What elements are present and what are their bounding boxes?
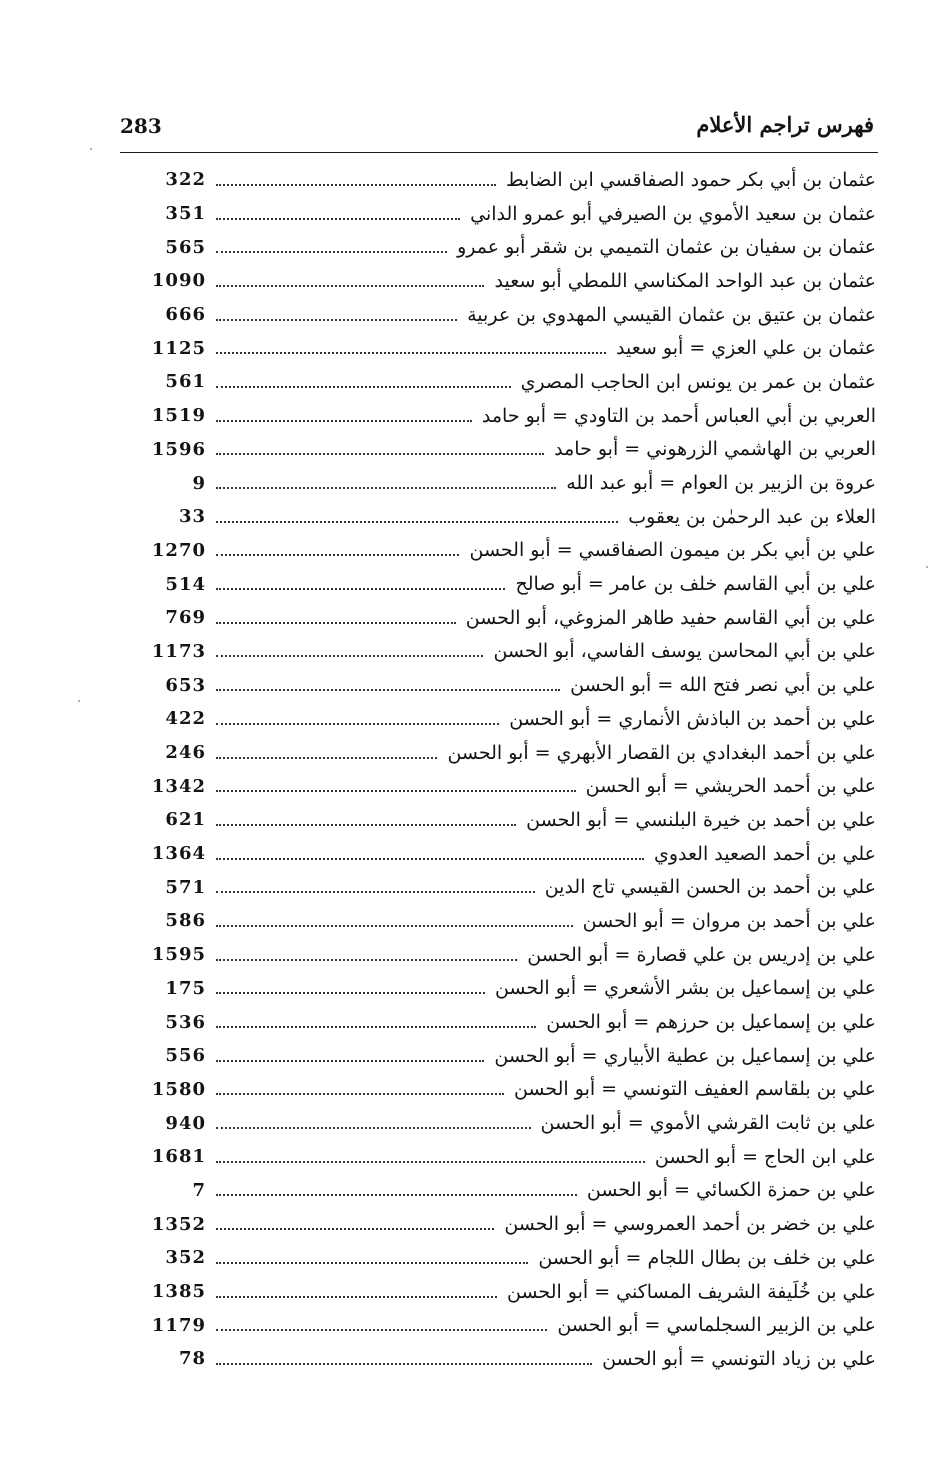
dot-leader xyxy=(216,251,447,253)
index-entry xyxy=(150,668,876,702)
entry-name: علي بن أبي نصر فتح الله = أبو الحسن xyxy=(570,674,876,697)
entry-page-number: 351 xyxy=(165,203,206,225)
entry-name: عثمان بن علي العزي = أبو سعيد xyxy=(616,337,876,360)
dot-leader xyxy=(216,1262,528,1264)
entry-name: علي بن إدريس بن علي قصارة = أبو الحسن xyxy=(527,943,876,966)
entry-name: علي بن ثابت القرشي الأموي = أبو الحسن xyxy=(540,1112,876,1135)
index-entries-list xyxy=(150,163,876,1376)
index-entry xyxy=(150,433,876,467)
index-entry xyxy=(150,601,876,635)
dot-leader xyxy=(216,992,485,994)
dot-leader xyxy=(216,1228,494,1230)
dot-leader xyxy=(216,824,516,826)
dot-leader xyxy=(216,1363,592,1365)
index-entry xyxy=(150,803,876,837)
dot-leader xyxy=(216,925,573,927)
entry-page-number: 621 xyxy=(165,809,206,831)
dot-leader xyxy=(216,655,483,657)
dot-leader xyxy=(216,521,618,523)
index-entry xyxy=(150,736,876,770)
index-entry xyxy=(150,1207,876,1241)
running-title: فهرس تراجم الأعلام xyxy=(696,112,874,137)
entry-page-number: 666 xyxy=(165,304,206,326)
dot-leader xyxy=(216,1296,497,1298)
entry-name: العربي بن أبي العباس أحمد بن التاودي = أبو حامد xyxy=(481,404,876,427)
index-entry xyxy=(150,635,876,669)
entry-page-number: 1270 xyxy=(151,539,206,561)
dot-leader xyxy=(216,757,437,759)
index-entry xyxy=(150,1005,876,1039)
entry-name: علي بن إسماعيل بن حرزهم = أبو الحسن xyxy=(546,1011,876,1034)
entry-name: عثمان بن سفيان بن عثمان التميمي بن شقر أبو عمرو xyxy=(457,236,876,259)
entry-page-number: 1125 xyxy=(151,337,206,359)
entry-name: علي بن إسماعيل بن بشر الأشعري = أبو الحسن xyxy=(494,977,876,1000)
entry-page-number: 1580 xyxy=(151,1078,206,1100)
dot-leader xyxy=(216,1161,645,1163)
dot-leader xyxy=(216,218,460,220)
index-entry xyxy=(150,1106,876,1140)
entry-name: علي بن إسماعيل بن عطية الأبياري = أبو الحسن xyxy=(494,1044,876,1067)
dot-leader xyxy=(216,352,606,354)
entry-name: عثمان بن عمر بن يونس ابن الحاجب المصري xyxy=(520,370,876,393)
index-entry xyxy=(150,197,876,231)
entry-name: علي بن زياد التونسي = أبو الحسن xyxy=(602,1347,876,1370)
entry-page-number: 940 xyxy=(165,1112,206,1134)
index-entry xyxy=(150,500,876,534)
entry-name: علي بن أحمد بن مروان = أبو الحسن xyxy=(582,909,876,932)
entry-name: العربي بن الهاشمي الزرهوني = أبو حامد xyxy=(554,438,876,461)
entry-page-number: 514 xyxy=(165,573,206,595)
entry-name: علي ابن الحاج = أبو الحسن xyxy=(654,1145,876,1168)
entry-name: علي بن أبي بكر بن ميمون الصفاقسي = أبو الحسن xyxy=(469,539,876,562)
entry-page-number: 571 xyxy=(165,876,206,898)
index-entry xyxy=(150,331,876,365)
entry-name: علي بن خلف بن بطال اللجام = أبو الحسن xyxy=(538,1246,876,1269)
dot-leader xyxy=(216,1194,577,1196)
dot-leader xyxy=(216,1127,531,1129)
entry-name: علي بن أحمد البغدادي بن القصار الأبهري = أبو الحسن xyxy=(447,741,876,764)
entry-name: علي بن أحمد بن الباذش الأنماري = أبو الحسن xyxy=(509,707,876,730)
index-entry xyxy=(150,1174,876,1208)
entry-page-number: 9 xyxy=(192,472,206,494)
entry-page-number: 1595 xyxy=(151,944,206,966)
entry-page-number: 1342 xyxy=(151,775,206,797)
entry-page-number: 556 xyxy=(165,1045,206,1067)
entry-name: علي بن أبي القاسم حفيد طاهر المزوغي، أبو الحسن xyxy=(465,606,876,629)
entry-page-number: 33 xyxy=(178,506,206,528)
dot-leader xyxy=(216,1093,504,1095)
entry-name: علي بن أحمد الحريشي = أبو الحسن xyxy=(585,775,876,798)
entry-page-number: 1364 xyxy=(151,843,206,865)
index-entry xyxy=(150,1039,876,1073)
dot-leader xyxy=(216,487,556,489)
entry-name: عروة بن الزبير بن العوام = أبو عبد الله xyxy=(566,472,876,495)
scan-speck xyxy=(90,148,92,150)
index-entry xyxy=(150,938,876,972)
index-entry xyxy=(150,230,876,264)
index-entry xyxy=(150,466,876,500)
entry-page-number: 7 xyxy=(192,1179,206,1201)
index-entry xyxy=(150,702,876,736)
dot-leader xyxy=(216,1026,536,1028)
entry-name: علي بن الزبير السجلماسي = أبو الحسن xyxy=(557,1314,876,1337)
dot-leader xyxy=(216,959,517,961)
entry-page-number: 1179 xyxy=(151,1314,206,1336)
entry-page-number: 561 xyxy=(165,371,206,393)
dot-leader xyxy=(216,554,459,556)
entry-page-number: 1519 xyxy=(151,405,206,427)
index-entry xyxy=(150,972,876,1006)
entry-name: علي بن أبي القاسم خلف بن عامر = أبو صالح xyxy=(515,573,876,596)
index-entry xyxy=(150,1275,876,1309)
index-entry xyxy=(150,1241,876,1275)
index-entry xyxy=(150,1308,876,1342)
dot-leader xyxy=(216,723,499,725)
entry-page-number: 1385 xyxy=(151,1281,206,1303)
entry-page-number: 246 xyxy=(165,742,206,764)
entry-name: علي بن أحمد بن خيرة البلنسي = أبو الحسن xyxy=(526,808,876,831)
entry-name: علي بن أحمد الصعيد العدوي xyxy=(653,842,876,865)
page-header xyxy=(120,112,878,153)
entry-page-number: 78 xyxy=(178,1348,206,1370)
index-entry xyxy=(150,870,876,904)
entry-page-number: 653 xyxy=(165,674,206,696)
index-entry xyxy=(150,567,876,601)
index-entry xyxy=(150,904,876,938)
entry-name: العلاء بن عبد الرحمٰن بن يعقوب xyxy=(628,505,876,528)
entry-name: علي بن خُلَيفة الشريف المساكني = أبو الحسن xyxy=(507,1280,876,1303)
entry-page-number: 1596 xyxy=(151,438,206,460)
dot-leader xyxy=(216,891,535,893)
index-entry xyxy=(150,399,876,433)
index-entry xyxy=(150,534,876,568)
entry-name: علي بن بلقاسم العفيف التونسي = أبو الحسن xyxy=(513,1078,876,1101)
entry-page-number: 536 xyxy=(165,1011,206,1033)
dot-leader xyxy=(216,588,505,590)
entry-page-number: 1090 xyxy=(151,270,206,292)
dot-leader xyxy=(216,858,644,860)
entry-name: علي بن أبي المحاسن يوسف الفاسي، أبو الحسن xyxy=(493,640,876,663)
entry-page-number: 175 xyxy=(165,977,206,999)
scan-speck xyxy=(78,700,80,702)
entry-page-number: 1681 xyxy=(151,1146,206,1168)
dot-leader xyxy=(216,689,560,691)
page-number: 283 xyxy=(120,114,162,138)
dot-leader xyxy=(216,790,576,792)
index-entry xyxy=(150,1140,876,1174)
index-entry xyxy=(150,1342,876,1376)
dot-leader xyxy=(216,285,484,287)
dot-leader xyxy=(216,319,457,321)
entry-page-number: 769 xyxy=(165,607,206,629)
entry-page-number: 1352 xyxy=(151,1213,206,1235)
entry-name: عثمان بن عبد الواحد المكناسي اللمطي أبو سعيد xyxy=(494,269,876,292)
dot-leader xyxy=(216,453,544,455)
dot-leader xyxy=(216,1060,484,1062)
entry-name: علي بن خضر بن أحمد العمروسي = أبو الحسن xyxy=(504,1213,876,1236)
dot-leader xyxy=(216,184,496,186)
entry-page-number: 422 xyxy=(165,708,206,730)
entry-name: علي بن أحمد بن الحسن القيسي تاج الدين xyxy=(544,876,876,899)
dot-leader xyxy=(216,1329,547,1331)
index-entry xyxy=(150,264,876,298)
entry-page-number: 586 xyxy=(165,910,206,932)
entry-name: علي بن حمزة الكسائي = أبو الحسن xyxy=(586,1179,876,1202)
entry-page-number: 565 xyxy=(165,236,206,258)
scan-speck xyxy=(926,566,928,568)
index-entry xyxy=(150,1073,876,1107)
entry-name: عثمان بن عتيق بن عثمان القيسي المهدوي بن عربية xyxy=(467,303,876,326)
entry-name: عثمان بن أبي بكر حمود الصفاقسي ابن الضابط xyxy=(506,168,876,191)
index-entry xyxy=(150,769,876,803)
index-entry xyxy=(150,365,876,399)
index-entry xyxy=(150,837,876,871)
index-entry xyxy=(150,163,876,197)
entry-page-number: 1173 xyxy=(151,640,206,662)
entry-page-number: 322 xyxy=(165,169,206,191)
entry-name: عثمان بن سعيد الأموي بن الصيرفي أبو عمرو الداني xyxy=(470,202,876,225)
entry-page-number: 352 xyxy=(165,1247,206,1269)
dot-leader xyxy=(216,622,456,624)
dot-leader xyxy=(216,420,472,422)
index-entry xyxy=(150,298,876,332)
dot-leader xyxy=(216,386,511,388)
